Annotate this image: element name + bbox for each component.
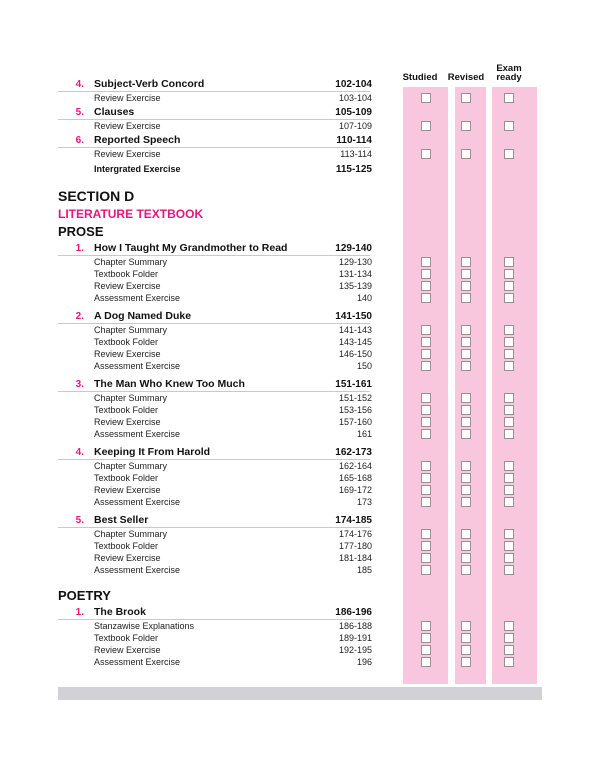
exam-ready-checkbox[interactable] bbox=[504, 269, 514, 279]
studied-checkbox[interactable] bbox=[421, 541, 431, 551]
sub-item-label: Assessment Exercise bbox=[94, 293, 181, 303]
exam-ready-checkbox[interactable] bbox=[504, 553, 514, 563]
chapter-row bbox=[0, 78, 600, 91]
sub-item-label: Chapter Summary bbox=[94, 393, 168, 403]
chapter-row bbox=[0, 446, 600, 459]
exam-ready-checkbox[interactable] bbox=[504, 325, 514, 335]
sub-item-label: Textbook Folder bbox=[94, 405, 159, 415]
revised-checkbox[interactable] bbox=[461, 349, 471, 359]
chapter-number: 4. bbox=[75, 447, 84, 458]
revised-checkbox[interactable] bbox=[461, 621, 471, 631]
sub-item-pages: 157-160 bbox=[338, 417, 372, 427]
chapter-pages: 186-196 bbox=[335, 607, 372, 618]
exam-ready-header-line2: ready bbox=[496, 72, 522, 83]
sub-item-label: Assessment Exercise bbox=[94, 429, 181, 439]
sub-item-label: Textbook Folder bbox=[94, 541, 159, 551]
integrated-exercise-pages: 115-125 bbox=[335, 164, 372, 175]
sub-item-pages: 113-114 bbox=[340, 149, 372, 159]
chapter-pages: 129-140 bbox=[335, 243, 372, 254]
revised-checkbox[interactable] bbox=[461, 529, 471, 539]
sub-item-pages: 107-109 bbox=[338, 121, 372, 131]
revised-checkbox[interactable] bbox=[461, 269, 471, 279]
sub-item-label: Review Exercise bbox=[94, 645, 161, 655]
exam-ready-checkbox[interactable] bbox=[504, 541, 514, 551]
exam-ready-checkbox[interactable] bbox=[504, 405, 514, 415]
chapter-pages: 162-173 bbox=[335, 447, 372, 458]
sub-item-pages: 162-164 bbox=[338, 461, 372, 471]
chapter-pages: 151-161 bbox=[335, 379, 372, 390]
revised-checkbox[interactable] bbox=[461, 417, 471, 427]
chapter-row bbox=[0, 606, 600, 619]
chapter-title: How I Taught My Grandmother to Read bbox=[94, 242, 288, 254]
sub-item-label: Textbook Folder bbox=[94, 337, 159, 347]
revised-checkbox[interactable] bbox=[461, 393, 471, 403]
sub-item-pages: 192-195 bbox=[338, 645, 372, 655]
sub-item-pages: 177-180 bbox=[338, 541, 372, 551]
chapter-number: 1. bbox=[75, 607, 84, 618]
sub-item-pages: 153-156 bbox=[338, 405, 372, 415]
sub-item-pages: 189-191 bbox=[338, 633, 372, 643]
studied-checkbox[interactable] bbox=[421, 269, 431, 279]
chapter-pages: 141-150 bbox=[335, 311, 372, 322]
studied-checkbox[interactable] bbox=[421, 529, 431, 539]
chapter-row bbox=[0, 242, 600, 255]
exam-ready-checkbox[interactable] bbox=[504, 485, 514, 495]
exam-ready-checkbox[interactable] bbox=[504, 657, 514, 667]
revised-checkbox[interactable] bbox=[461, 337, 471, 347]
sub-item-label: Textbook Folder bbox=[94, 473, 159, 483]
exam-ready-checkbox[interactable] bbox=[504, 349, 514, 359]
sub-item-pages: 161 bbox=[356, 429, 372, 439]
sub-item-pages: 181-184 bbox=[338, 553, 372, 563]
chapter-pages: 110-114 bbox=[336, 135, 372, 146]
exam-ready-checkbox[interactable] bbox=[504, 633, 514, 643]
chapter-row bbox=[0, 106, 600, 119]
revised-checkbox[interactable] bbox=[461, 121, 471, 131]
studied-checkbox[interactable] bbox=[421, 281, 431, 291]
studied-checkbox[interactable] bbox=[421, 553, 431, 563]
studied-checkbox[interactable] bbox=[421, 417, 431, 427]
chapter-number: 6. bbox=[75, 135, 84, 146]
exam-ready-checkbox[interactable] bbox=[504, 149, 514, 159]
chapter-number: 5. bbox=[75, 515, 84, 526]
exam-ready-checkbox[interactable] bbox=[504, 621, 514, 631]
sub-item-label: Review Exercise bbox=[94, 485, 161, 495]
integrated-exercise-row bbox=[0, 163, 600, 176]
revised-checkbox[interactable] bbox=[461, 497, 471, 507]
exam-ready-checkbox[interactable] bbox=[504, 461, 514, 471]
chapter-number: 4. bbox=[75, 79, 84, 90]
revised-checkbox[interactable] bbox=[461, 281, 471, 291]
section-title: SECTION D bbox=[58, 188, 135, 204]
chapter-pages: 105-109 bbox=[335, 107, 372, 118]
studied-checkbox[interactable] bbox=[421, 461, 431, 471]
sub-item-pages: 146-150 bbox=[338, 349, 372, 359]
sub-item-pages: 143-145 bbox=[338, 337, 372, 347]
studied-checkbox[interactable] bbox=[421, 93, 431, 103]
sub-item-label: Chapter Summary bbox=[94, 325, 168, 335]
revised-checkbox[interactable] bbox=[461, 473, 471, 483]
revised-checkbox[interactable] bbox=[461, 293, 471, 303]
chapter-row bbox=[0, 514, 600, 527]
sub-item-label: Review Exercise bbox=[94, 553, 161, 563]
studied-checkbox[interactable] bbox=[421, 633, 431, 643]
integrated-exercise-label: Intergrated Exercise bbox=[94, 164, 181, 174]
sub-item-label: Stanzawise Explanations bbox=[94, 621, 195, 631]
sub-item-label: Chapter Summary bbox=[94, 529, 168, 539]
sub-item-pages: 135-139 bbox=[338, 281, 372, 291]
sub-item-pages: 173 bbox=[356, 497, 372, 507]
chapter-pages: 102-104 bbox=[335, 79, 372, 90]
chapter-title: Best Seller bbox=[94, 514, 149, 526]
revised-checkbox[interactable] bbox=[461, 461, 471, 471]
revised-checkbox[interactable] bbox=[461, 93, 471, 103]
chapter-row bbox=[0, 378, 600, 391]
revised-checkbox[interactable] bbox=[461, 149, 471, 159]
revised-checkbox[interactable] bbox=[461, 633, 471, 643]
studied-checkbox[interactable] bbox=[421, 149, 431, 159]
chapter-row bbox=[0, 310, 600, 323]
revised-checkbox[interactable] bbox=[461, 657, 471, 667]
revised-checkbox[interactable] bbox=[461, 429, 471, 439]
chapter-title: The Man Who Knew Too Much bbox=[94, 378, 245, 390]
exam-ready-checkbox[interactable] bbox=[504, 257, 514, 267]
sub-item-pages: 169-172 bbox=[338, 485, 372, 495]
sub-item-label: Review Exercise bbox=[94, 149, 161, 159]
sub-item-pages: 196 bbox=[356, 657, 372, 667]
exam-ready-checkbox[interactable] bbox=[504, 393, 514, 403]
chapter-title: Subject-Verb Concord bbox=[94, 78, 205, 90]
sub-item-pages: 150 bbox=[356, 361, 372, 371]
revised-header: Revised bbox=[447, 72, 485, 83]
studied-checkbox[interactable] bbox=[421, 257, 431, 267]
exam-ready-header-line1: Exam bbox=[496, 63, 522, 74]
revised-checkbox[interactable] bbox=[461, 405, 471, 415]
studied-checkbox[interactable] bbox=[421, 497, 431, 507]
chapter-title: Clauses bbox=[94, 106, 135, 118]
footer-bar bbox=[58, 687, 542, 700]
sub-item-label: Review Exercise bbox=[94, 417, 161, 427]
exam-ready-checkbox[interactable] bbox=[504, 337, 514, 347]
exam-ready-checkbox[interactable] bbox=[504, 281, 514, 291]
sub-item-label: Review Exercise bbox=[94, 281, 161, 291]
sub-item-label: Assessment Exercise bbox=[94, 657, 181, 667]
studied-checkbox[interactable] bbox=[421, 621, 431, 631]
exam-ready-checkbox[interactable] bbox=[504, 565, 514, 575]
revised-checkbox[interactable] bbox=[461, 645, 471, 655]
chapter-number: 3. bbox=[75, 379, 84, 390]
studied-checkbox[interactable] bbox=[421, 485, 431, 495]
sub-item-pages: 174-176 bbox=[338, 529, 372, 539]
sub-item-pages: 103-104 bbox=[338, 93, 372, 103]
studied-checkbox[interactable] bbox=[421, 121, 431, 131]
revised-checkbox[interactable] bbox=[461, 257, 471, 267]
prose-title: PROSE bbox=[58, 224, 104, 239]
sub-item-pages: 140 bbox=[356, 293, 372, 303]
sub-item-pages: 151-152 bbox=[338, 393, 372, 403]
studied-checkbox[interactable] bbox=[421, 429, 431, 439]
studied-checkbox[interactable] bbox=[421, 657, 431, 667]
sub-item-label: Chapter Summary bbox=[94, 461, 168, 471]
exam-ready-checkbox[interactable] bbox=[504, 361, 514, 371]
sub-item-label: Assessment Exercise bbox=[94, 361, 181, 371]
chapter-title: Reported Speech bbox=[94, 134, 181, 146]
sub-item-label: Textbook Folder bbox=[94, 633, 159, 643]
studied-checkbox[interactable] bbox=[421, 325, 431, 335]
exam-ready-checkbox[interactable] bbox=[504, 417, 514, 427]
chapter-title: Keeping It From Harold bbox=[94, 446, 211, 458]
chapter-title: The Brook bbox=[94, 606, 146, 618]
exam-ready-checkbox[interactable] bbox=[504, 429, 514, 439]
sub-item-pages: 186-188 bbox=[338, 621, 372, 631]
sub-item-label: Textbook Folder bbox=[94, 269, 159, 279]
chapter-pages: 174-185 bbox=[335, 515, 372, 526]
sub-item-pages: 131-134 bbox=[338, 269, 372, 279]
studied-checkbox[interactable] bbox=[421, 473, 431, 483]
exam-ready-checkbox[interactable] bbox=[504, 121, 514, 131]
chapter-number: 2. bbox=[75, 311, 84, 322]
sub-item-label: Review Exercise bbox=[94, 93, 161, 103]
sub-item-label: Chapter Summary bbox=[94, 257, 168, 267]
chapter-title: A Dog Named Duke bbox=[94, 310, 192, 322]
revised-checkbox[interactable] bbox=[461, 485, 471, 495]
exam-ready-checkbox[interactable] bbox=[504, 93, 514, 103]
studied-header: Studied bbox=[402, 72, 438, 83]
studied-checkbox[interactable] bbox=[421, 337, 431, 347]
revised-checkbox[interactable] bbox=[461, 565, 471, 575]
studied-checkbox[interactable] bbox=[421, 293, 431, 303]
exam-ready-checkbox[interactable] bbox=[504, 473, 514, 483]
exam-ready-checkbox[interactable] bbox=[504, 645, 514, 655]
studied-checkbox[interactable] bbox=[421, 645, 431, 655]
studied-checkbox[interactable] bbox=[421, 565, 431, 575]
studied-checkbox[interactable] bbox=[421, 405, 431, 415]
sub-item-pages: 141-143 bbox=[338, 325, 372, 335]
sub-item-label: Assessment Exercise bbox=[94, 565, 181, 575]
sub-item-label: Review Exercise bbox=[94, 349, 161, 359]
poetry-title: POETRY bbox=[58, 588, 111, 603]
revised-checkbox[interactable] bbox=[461, 361, 471, 371]
chapter-number: 5. bbox=[75, 107, 84, 118]
revised-checkbox[interactable] bbox=[461, 541, 471, 551]
exam-ready-checkbox[interactable] bbox=[504, 293, 514, 303]
revised-checkbox[interactable] bbox=[461, 325, 471, 335]
exam-ready-checkbox[interactable] bbox=[504, 497, 514, 507]
revised-checkbox[interactable] bbox=[461, 553, 471, 563]
exam-ready-checkbox[interactable] bbox=[504, 529, 514, 539]
studied-checkbox[interactable] bbox=[421, 361, 431, 371]
chapter-row bbox=[0, 134, 600, 147]
sub-item-pages: 165-168 bbox=[338, 473, 372, 483]
literature-title: LITERATURE TEXTBOOK bbox=[58, 207, 204, 221]
chapter-number: 1. bbox=[75, 243, 84, 254]
studied-checkbox[interactable] bbox=[421, 393, 431, 403]
sub-item-pages: 185 bbox=[356, 565, 372, 575]
sub-item-pages: 129-130 bbox=[338, 257, 372, 267]
sub-item-label: Review Exercise bbox=[94, 121, 161, 131]
studied-checkbox[interactable] bbox=[421, 349, 431, 359]
sub-item-label: Assessment Exercise bbox=[94, 497, 181, 507]
